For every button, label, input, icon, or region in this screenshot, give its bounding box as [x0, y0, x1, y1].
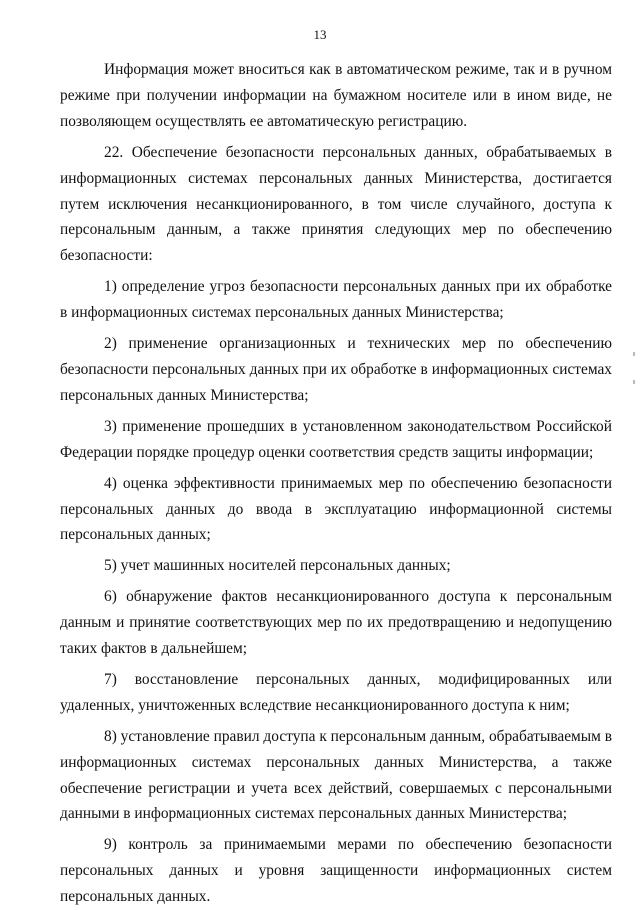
- scan-edge-mark: [633, 380, 635, 384]
- list-item-1: 1) определение угроз безопасности персональных данных при их обработке в информационных системах персональных данных Министерства;: [60, 278, 612, 322]
- list-item-3: 3) применение прошедших в установленном законодательством Российской Федерации порядке процедур оценки соответствия средств защиты информации;: [60, 417, 612, 461]
- list-item-8: 8) установление правил доступа к персональным данным, обрабатываемым в информационных системах персональных данных Министерства, а также обеспечение регистрации и учета всех действий, совершаемых с персональными данными в информационных системах персональных данных Министерства;: [60, 727, 612, 823]
- paragraph-22-security-measures: 22. Обеспечение безопасности персональных данных, обрабатываемых в информационных системах персональных данных Министерства, достигается путем исключения несанкционированного, в том числе случайного, доступа к персональным данным, а также принятия следующих мер по обеспечению безопасности:: [60, 143, 612, 265]
- scan-edge-mark: [633, 352, 635, 356]
- page-number: 13: [313, 27, 327, 42]
- list-item-6: 6) обнаружение фактов несанкционированного доступа к персональным данным и принятие соответствующих мер по их предотвращению и недопущению таких фактов в дальнейшем;: [60, 588, 612, 658]
- list-item-5: 5) учет машинных носителей персональных данных;: [104, 557, 451, 575]
- list-item-7: 7) восстановление персональных данных, модифицированных или удаленных, уничтоженных вследствие несанкционированного доступа к ним;: [60, 670, 612, 714]
- list-item-9: 9) контроль за принимаемыми мерами по обеспечению безопасности персональных данных и уровня защищенности информационных систем персональных данных.: [60, 836, 612, 906]
- list-item-2: 2) применение организационных и технических мер по обеспечению безопасности персональных данных при их обработке в информационных системах персональных данных Министерства;: [60, 335, 612, 404]
- document-body: [60, 57, 612, 910]
- list-item-4: 4) оценка эффективности принимаемых мер по обеспечению безопасности персональных данных до ввода в эксплуатацию информационной системы персональных данных;: [60, 474, 612, 544]
- paragraph-info-entry: Информация может вноситься как в автоматическом режиме, так и в ручном режиме при получении информации на бумажном носителе или в ином виде, не позволяющем осуществлять ее автоматическую регистрацию.: [60, 61, 612, 130]
